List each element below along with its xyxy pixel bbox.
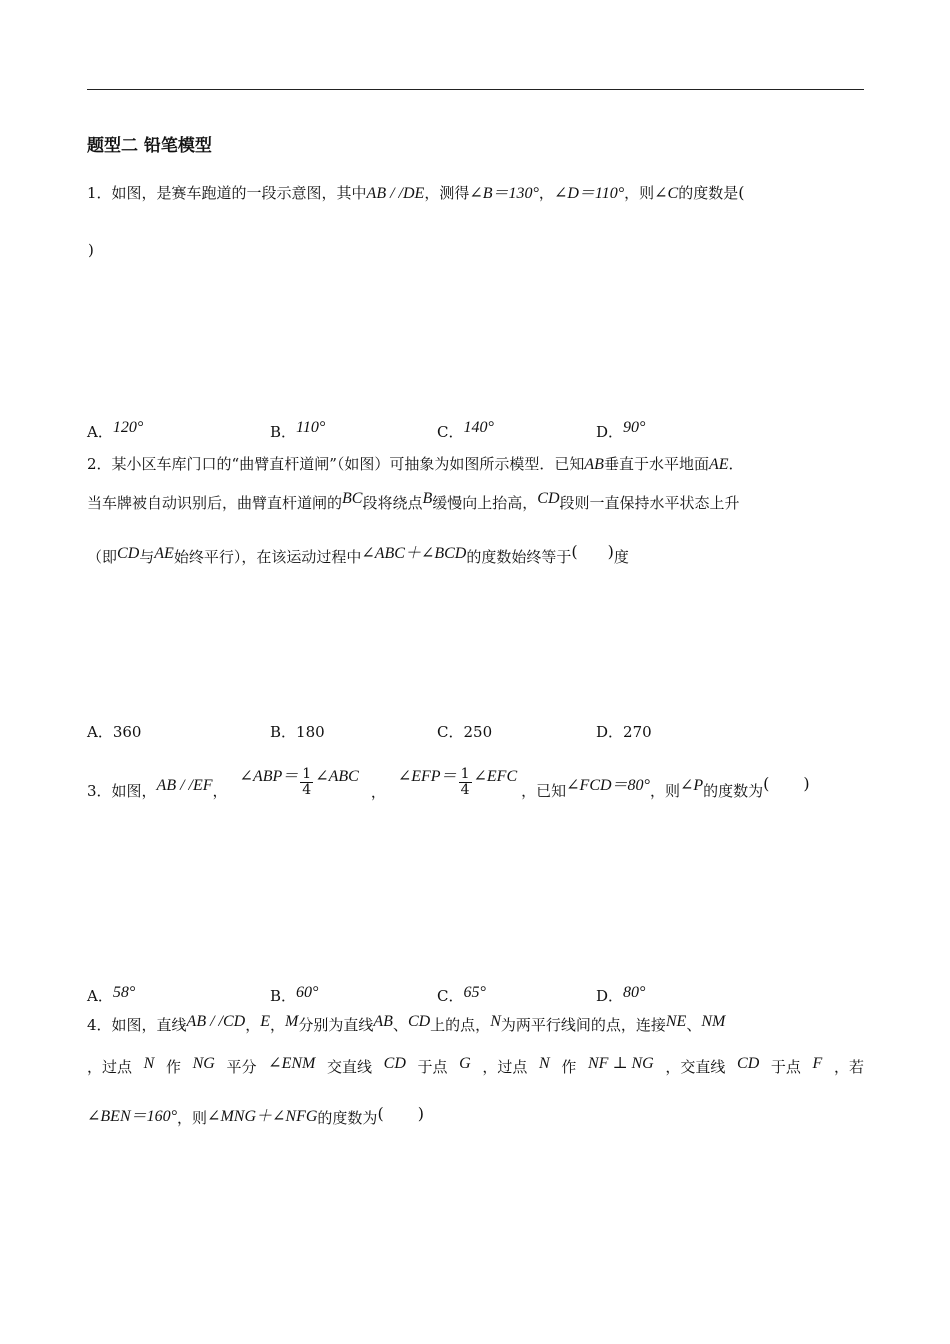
option-label: B． — [270, 723, 297, 741]
q3-math: AB / /EF — [156, 776, 213, 794]
option-value: 58° — [112, 984, 136, 1001]
q3-fraction — [459, 767, 472, 797]
question-2-line-3 — [87, 542, 629, 566]
q2-text: 2．某小区车库门口的“曲臂直杆道闸”（如图）可抽象为如图所示模型．已知 — [87, 455, 585, 473]
q4-math: CD — [737, 1055, 760, 1072]
q4-math: N — [490, 1013, 501, 1030]
q4-open-paren: ( — [377, 1104, 384, 1123]
q4-math: ∠MNG＋∠NFG — [207, 1108, 318, 1125]
q4-math: N — [539, 1055, 550, 1072]
q3-open-paren: ( — [763, 773, 770, 793]
option-value: 140° — [463, 419, 494, 436]
q4-math: G — [459, 1055, 471, 1072]
q1-text-2: ，测得 — [424, 184, 470, 202]
q2-close-paren: ) — [607, 542, 614, 561]
q3-text: 的度数为 — [703, 782, 764, 800]
question-3-line — [87, 763, 810, 800]
question-4-line-3 — [87, 1104, 424, 1127]
option-label: D． — [596, 423, 624, 441]
q2-text: 度 — [613, 548, 629, 566]
section-title: 题型二 铅笔模型 — [87, 136, 212, 156]
q2-text: 缓慢向上抬高， — [432, 494, 538, 512]
option-label: B． — [270, 987, 297, 1005]
option-value: 180 — [296, 723, 325, 741]
q4-text: 作 — [165, 1058, 181, 1076]
option-label: D． — [596, 987, 624, 1005]
q1-option-b[interactable] — [270, 421, 325, 442]
q4-math: NF ⊥ NG — [588, 1055, 654, 1072]
q2-math: AE — [154, 545, 174, 562]
q1-math-angle-d: ∠D＝110° — [553, 185, 625, 202]
q3-math: ∠ABP＝ — [239, 767, 299, 785]
q2-math: ∠ABC＋∠BCD — [361, 545, 467, 562]
q2-text: 与 — [139, 548, 155, 566]
question-4-line-1 — [87, 1013, 726, 1034]
q4-text: 分别为直线 — [298, 1016, 374, 1034]
q4-math: F — [812, 1055, 823, 1072]
q4-math: E — [260, 1013, 271, 1030]
q4-text: 的度数为 — [317, 1109, 378, 1127]
fraction-numerator: 1 — [460, 766, 470, 783]
q4-close-paren: ) — [417, 1104, 424, 1123]
q4-text: 4．如图，直线 — [87, 1016, 187, 1034]
q1-math-parallel: AB / /DE — [366, 185, 425, 202]
q2-option-d[interactable] — [596, 721, 652, 742]
q2-math: AB — [584, 456, 604, 473]
q1-text-4: ，则 — [624, 184, 655, 202]
q1-text-3: ， — [538, 184, 554, 202]
q3-math: ∠P — [679, 776, 704, 794]
option-value: 360 — [112, 723, 142, 741]
fraction-denominator: 4 — [460, 782, 470, 798]
q2-math: CD — [537, 490, 560, 507]
option-value: 270 — [623, 723, 652, 741]
q4-text: 、 — [686, 1016, 702, 1034]
fraction-denominator: 4 — [302, 782, 312, 798]
q3-math: ∠EFC — [473, 767, 518, 785]
question-1-line-1 — [87, 185, 744, 202]
q1-option-c[interactable] — [437, 421, 494, 442]
option-label: D． — [596, 723, 624, 741]
q3-fraction — [300, 767, 313, 797]
q4-math: NM — [701, 1013, 726, 1030]
q3-option-b[interactable] — [270, 985, 318, 1006]
q4-math: CD — [383, 1055, 406, 1072]
q4-text: 于点 — [417, 1058, 448, 1076]
q4-math: CD — [407, 1013, 431, 1030]
q3-math: ∠FCD＝80° — [566, 776, 650, 794]
q4-math: M — [285, 1013, 299, 1030]
q4-text: 于点 — [770, 1058, 801, 1076]
q4-math: AB — [373, 1013, 393, 1030]
q4-text: ， — [245, 1016, 261, 1034]
q4-text: ， — [270, 1016, 286, 1034]
q2-option-b[interactable] — [270, 721, 325, 742]
q2-text: 段将绕点 — [362, 494, 423, 512]
option-label: A． — [87, 723, 113, 741]
option-value: 120° — [112, 419, 144, 436]
q3-close-paren: ) — [803, 773, 810, 793]
q4-text: 作 — [561, 1058, 577, 1076]
q1-option-d[interactable] — [596, 421, 645, 442]
q2-text: 垂直于水平地面 — [603, 455, 709, 473]
option-label: A． — [87, 423, 113, 441]
q2-option-c[interactable] — [437, 721, 492, 742]
q3-option-c[interactable] — [437, 985, 486, 1006]
q3-math: ∠ABC — [315, 767, 359, 785]
option-label: A． — [87, 987, 113, 1005]
q3-text: ， — [370, 783, 386, 801]
q2-option-a[interactable] — [87, 721, 141, 742]
option-value: 110° — [296, 419, 326, 436]
q2-text: （即 — [87, 548, 118, 566]
q3-text: 3．如图， — [87, 782, 157, 800]
q4-text: ，过点 — [482, 1058, 528, 1076]
q4-text: ，则 — [177, 1109, 208, 1127]
q2-math: B — [422, 490, 433, 507]
q1-text-5: 的度数是 — [678, 184, 739, 202]
q4-text: 上的点， — [430, 1016, 491, 1034]
option-value: 80° — [623, 984, 646, 1001]
q3-math: ∠EFP＝ — [397, 767, 457, 785]
question-2-line-2 — [87, 490, 740, 512]
q3-text: ， — [212, 782, 228, 800]
q4-math: NE — [665, 1013, 687, 1030]
q3-option-a[interactable] — [87, 985, 135, 1006]
q2-math: CD — [117, 545, 140, 562]
q4-text: 平分 — [226, 1058, 257, 1076]
q1-close-paren: ) — [88, 241, 94, 259]
q4-math: ∠BEN＝160° — [87, 1108, 178, 1125]
q2-math: AE — [708, 456, 729, 473]
option-label: C． — [437, 987, 464, 1005]
option-value: 250 — [463, 723, 493, 741]
option-value: 65° — [463, 984, 486, 1001]
q4-math: AB / /CD — [186, 1013, 246, 1030]
option-label: C． — [437, 423, 464, 441]
question-2-line-1 — [87, 457, 744, 473]
q4-math: N — [143, 1055, 155, 1072]
fraction-numerator: 1 — [302, 766, 312, 783]
q3-option-d[interactable] — [596, 985, 645, 1006]
q4-text: 、 — [392, 1016, 408, 1034]
option-value: 60° — [296, 984, 319, 1001]
q3-text: ，则 — [649, 782, 680, 800]
header-rule — [87, 89, 864, 90]
q3-text: ，已知 — [521, 782, 567, 800]
q2-text: 始终平行），在该运动过程中 — [173, 548, 362, 566]
q4-text: 为两平行线间的点，连接 — [500, 1016, 666, 1034]
q2-text: 段则一直保持水平状态上升 — [559, 494, 740, 512]
q2-text: 当车牌被自动识别后，曲臂直杆道闸的 — [87, 494, 343, 512]
q1-option-a[interactable] — [87, 421, 143, 442]
q1-open-paren: ( — [738, 183, 745, 202]
q4-text: 交直线 — [326, 1058, 372, 1076]
q4-math: ∠ENM — [268, 1055, 316, 1072]
q4-text: ，过点 — [87, 1058, 133, 1076]
q2-text: 的度数始终等于 — [466, 548, 572, 566]
q1-math-angle-b: ∠B＝130° — [469, 185, 539, 202]
q2-text: ． — [728, 455, 744, 473]
option-value: 90° — [623, 419, 646, 436]
q4-text: ，交直线 — [665, 1058, 726, 1076]
q2-math: BC — [342, 490, 363, 507]
question-1-text: 1．如图，是赛车跑道的一段示意图，其中 — [87, 184, 367, 202]
q1-math-angle-c: ∠C — [654, 185, 679, 202]
option-label: B． — [270, 423, 297, 441]
q4-math: NG — [192, 1055, 215, 1072]
option-label: C． — [437, 723, 464, 741]
question-4-line-2 — [87, 1055, 864, 1076]
q4-text: ，若 — [833, 1058, 864, 1076]
q2-open-paren: ( — [571, 542, 578, 561]
